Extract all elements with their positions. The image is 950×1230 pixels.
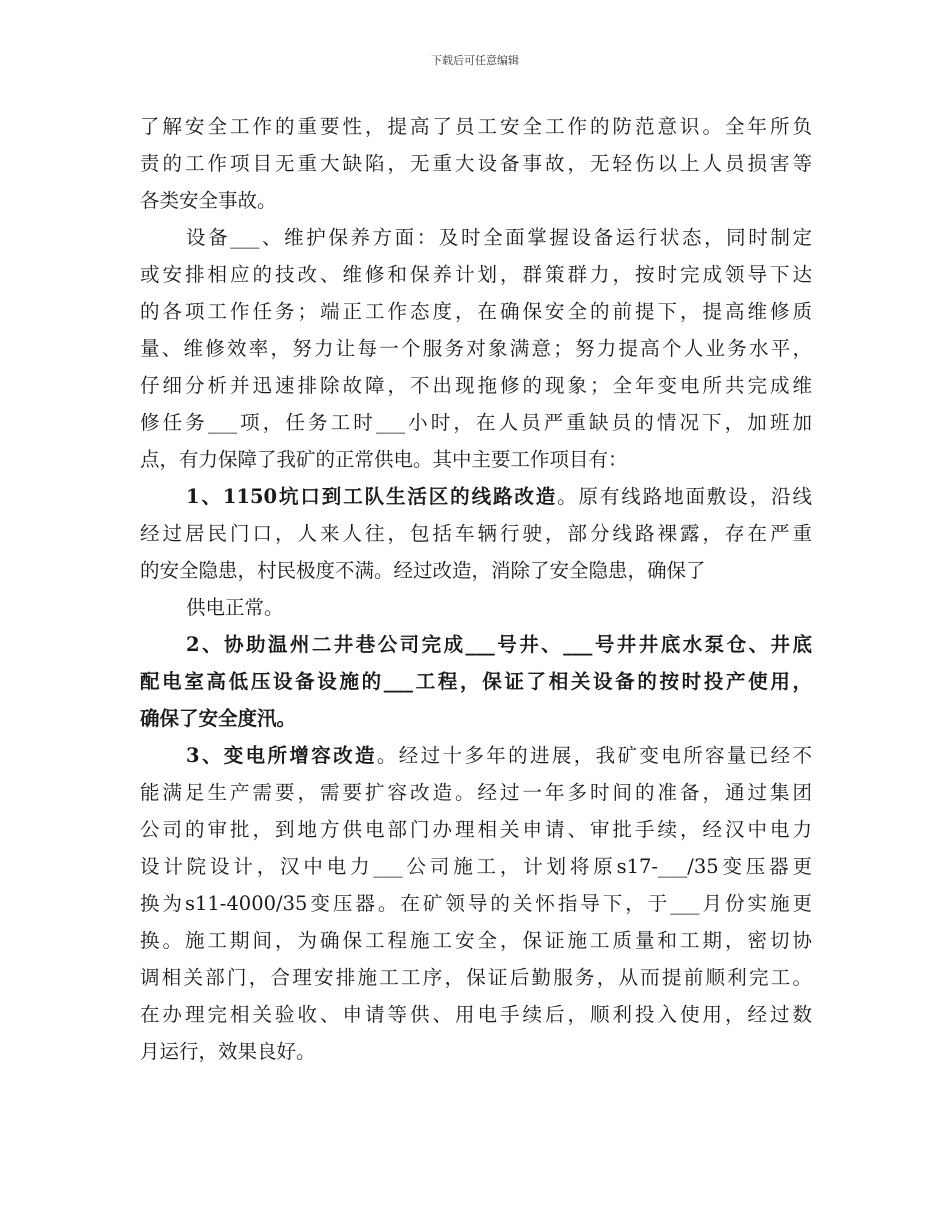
text-line	[140, 626, 812, 663]
text-segment: 仔细分析并迅速排除故障，不出现拖修的现象；全年变电所共完成维	[140, 374, 812, 397]
text-line	[140, 774, 812, 811]
text-line	[140, 922, 812, 959]
text-line	[140, 959, 812, 996]
text-line	[140, 293, 812, 330]
text-line	[140, 256, 812, 293]
text-line	[140, 848, 812, 885]
text-line	[140, 478, 812, 515]
text-segment: 修任务___项，任务工时___小时，在人员严重缺员的情况下，加班加	[140, 411, 812, 434]
text-line	[140, 367, 812, 404]
text-line	[140, 885, 812, 922]
text-line	[140, 996, 812, 1033]
text-line	[140, 663, 812, 700]
text-line	[140, 145, 812, 182]
text-segment: 设计院设计，汉中电力___公司施工，计划将原s17-___/35变压器更	[140, 855, 812, 878]
text-segment: 责的工作项目无重大缺陷，无重大设备事故，无轻伤以上人员损害等	[140, 152, 812, 175]
text-segment: 公司的审批，到地方供电部门办理相关申请、审批手续，经汉中电力	[140, 818, 812, 841]
page-header: 下载后可任意编辑	[431, 54, 519, 67]
text-line	[140, 330, 812, 367]
text-line	[140, 552, 812, 589]
text-line	[140, 737, 812, 774]
document-body	[140, 108, 812, 1070]
text-segment: 配电室高低压设备设施的___工程，保证了相关设备的按时投产使用，	[140, 670, 812, 693]
text-line	[140, 811, 812, 848]
text-line	[140, 589, 812, 626]
text-segment: 能满足生产需要，需要扩容改造。经过一年多时间的准备，通过集团	[140, 781, 812, 804]
text-line	[140, 441, 812, 478]
text-segment: 换为s11-4000/35变压器。在矿领导的关怀指导下，于___月份实施更	[140, 892, 812, 915]
text-segment: 量、维修效率，努力让每一个服务对象满意；努力提高个人业务水平，	[140, 337, 812, 360]
text-line	[140, 515, 812, 552]
text-segment: 供电正常。	[186, 596, 284, 619]
text-segment: 各类安全事故。	[140, 189, 277, 212]
text-segment: 2、协助温州二井巷公司完成___号井、___号井井底水泵仓、井底	[186, 633, 812, 656]
text-segment: 的各项工作任务；端正工作态度，在确保安全的前提下，提高维修质	[140, 300, 812, 323]
text-segment: 3、变电所增容改造	[186, 744, 377, 767]
text-line	[140, 219, 812, 256]
text-segment: 的安全隐患，村民极度不满。经过改造，消除了安全隐患，确保了	[140, 559, 706, 582]
text-segment: 了解安全工作的重要性，提高了员工安全工作的防范意识。全年所负	[140, 115, 812, 138]
text-segment: 。经过十多年的进展，我矿变电所容量已经不	[376, 744, 812, 767]
text-segment: 换。施工期间，为确保工程施工安全，保证施工质量和工期，密切协	[140, 929, 812, 952]
text-segment: 调相关部门，合理安排施工工序，保证后勤服务，从而提前顺利完工。	[140, 966, 812, 989]
text-segment: 经过居民门口，人来人往，包括车辆行驶，部分线路裸露，存在严重	[140, 522, 812, 545]
text-line	[140, 182, 812, 219]
text-segment: 月运行，效果良好。	[140, 1040, 316, 1063]
text-segment: 设备___、维护保养方面：及时全面掌握设备运行状态，同时制定	[186, 226, 812, 249]
text-line	[140, 108, 812, 145]
text-segment: 确保了安全度汛。	[140, 707, 297, 730]
text-segment: 1、1150坑口到工队生活区的线路改造	[186, 485, 558, 508]
text-line	[140, 404, 812, 441]
text-segment: 或安排相应的技改、维修和保养计划，群策群力，按时完成领导下达	[140, 263, 812, 286]
text-line	[140, 1033, 812, 1070]
text-segment: 在办理完相关验收、申请等供、用电手续后，顺利投入使用，经过数	[140, 1003, 812, 1026]
text-segment: 点，有力保障了我矿的正常供电。其中主要工作项目有：	[140, 448, 628, 471]
text-line	[140, 700, 812, 737]
text-segment: 。原有线路地面敷设，沿线	[557, 485, 812, 508]
